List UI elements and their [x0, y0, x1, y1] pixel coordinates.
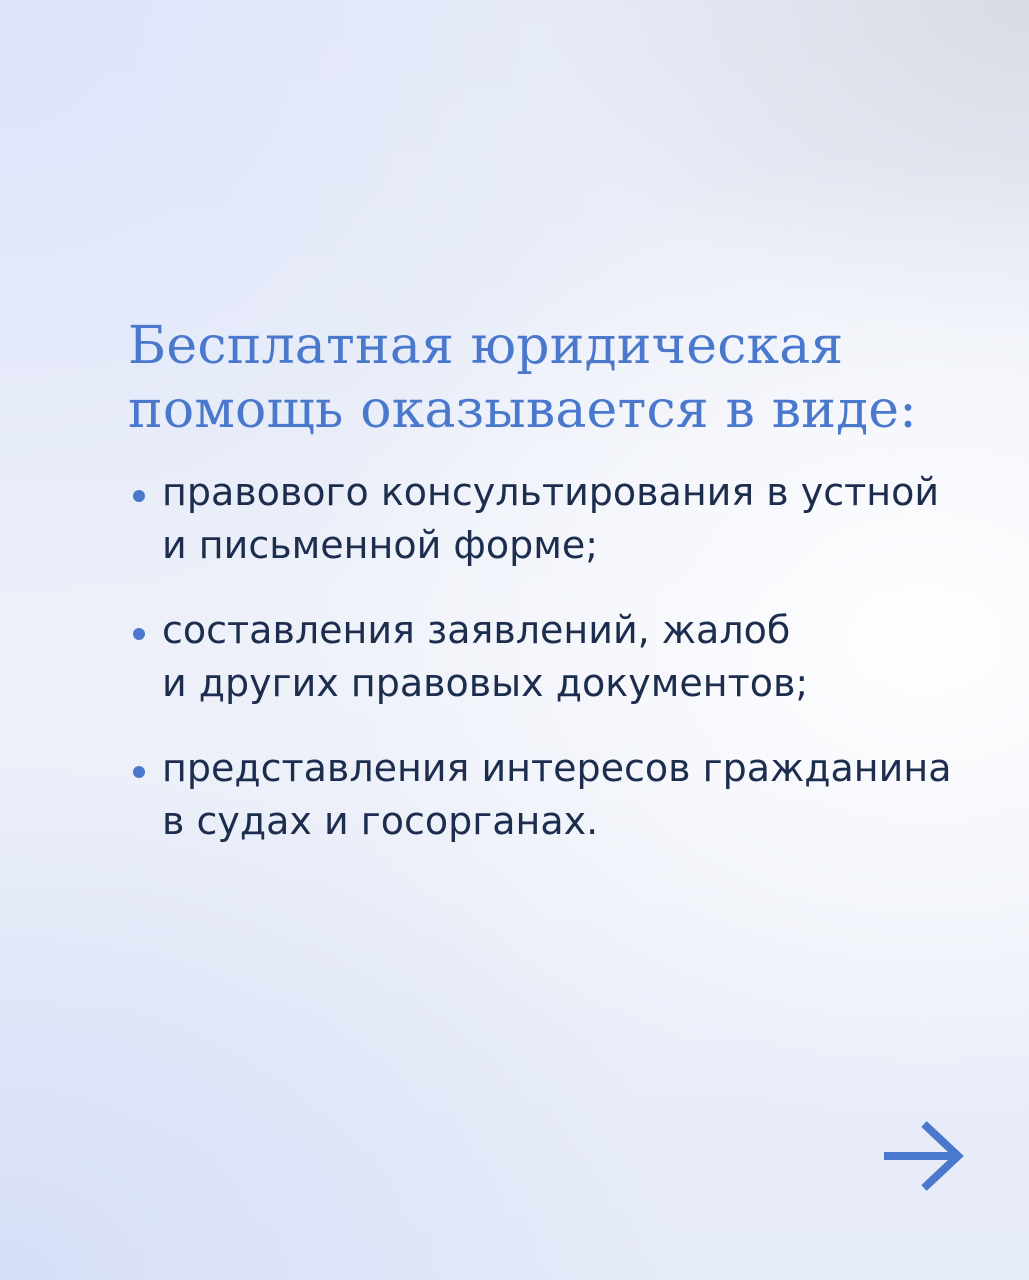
heading-line-2: помощь оказывается в виде:: [128, 380, 917, 440]
bullet-icon: [133, 628, 145, 640]
bullet-icon: [133, 490, 145, 502]
list-item-line: и письменной форме;: [162, 523, 599, 567]
list-item: [128, 604, 1008, 710]
list-item: [128, 742, 1008, 848]
list-item-line: и других правовых документов;: [162, 661, 809, 705]
assistance-list: [128, 466, 1008, 880]
heading: [128, 314, 988, 442]
next-slide-button[interactable]: [880, 1118, 968, 1194]
list-item-line: правового консультирования в устной: [162, 470, 940, 514]
list-item-line: составления заявлений, жалоб: [162, 608, 791, 652]
bullet-icon: [133, 766, 145, 778]
list-item: [128, 466, 1008, 572]
arrow-right-icon: [880, 1118, 968, 1194]
list-item-line: представления интересов гражданина: [162, 746, 952, 790]
heading-line-1: Бесплатная юридическая: [128, 316, 844, 376]
list-item-line: в судах и госорганах.: [162, 799, 599, 843]
